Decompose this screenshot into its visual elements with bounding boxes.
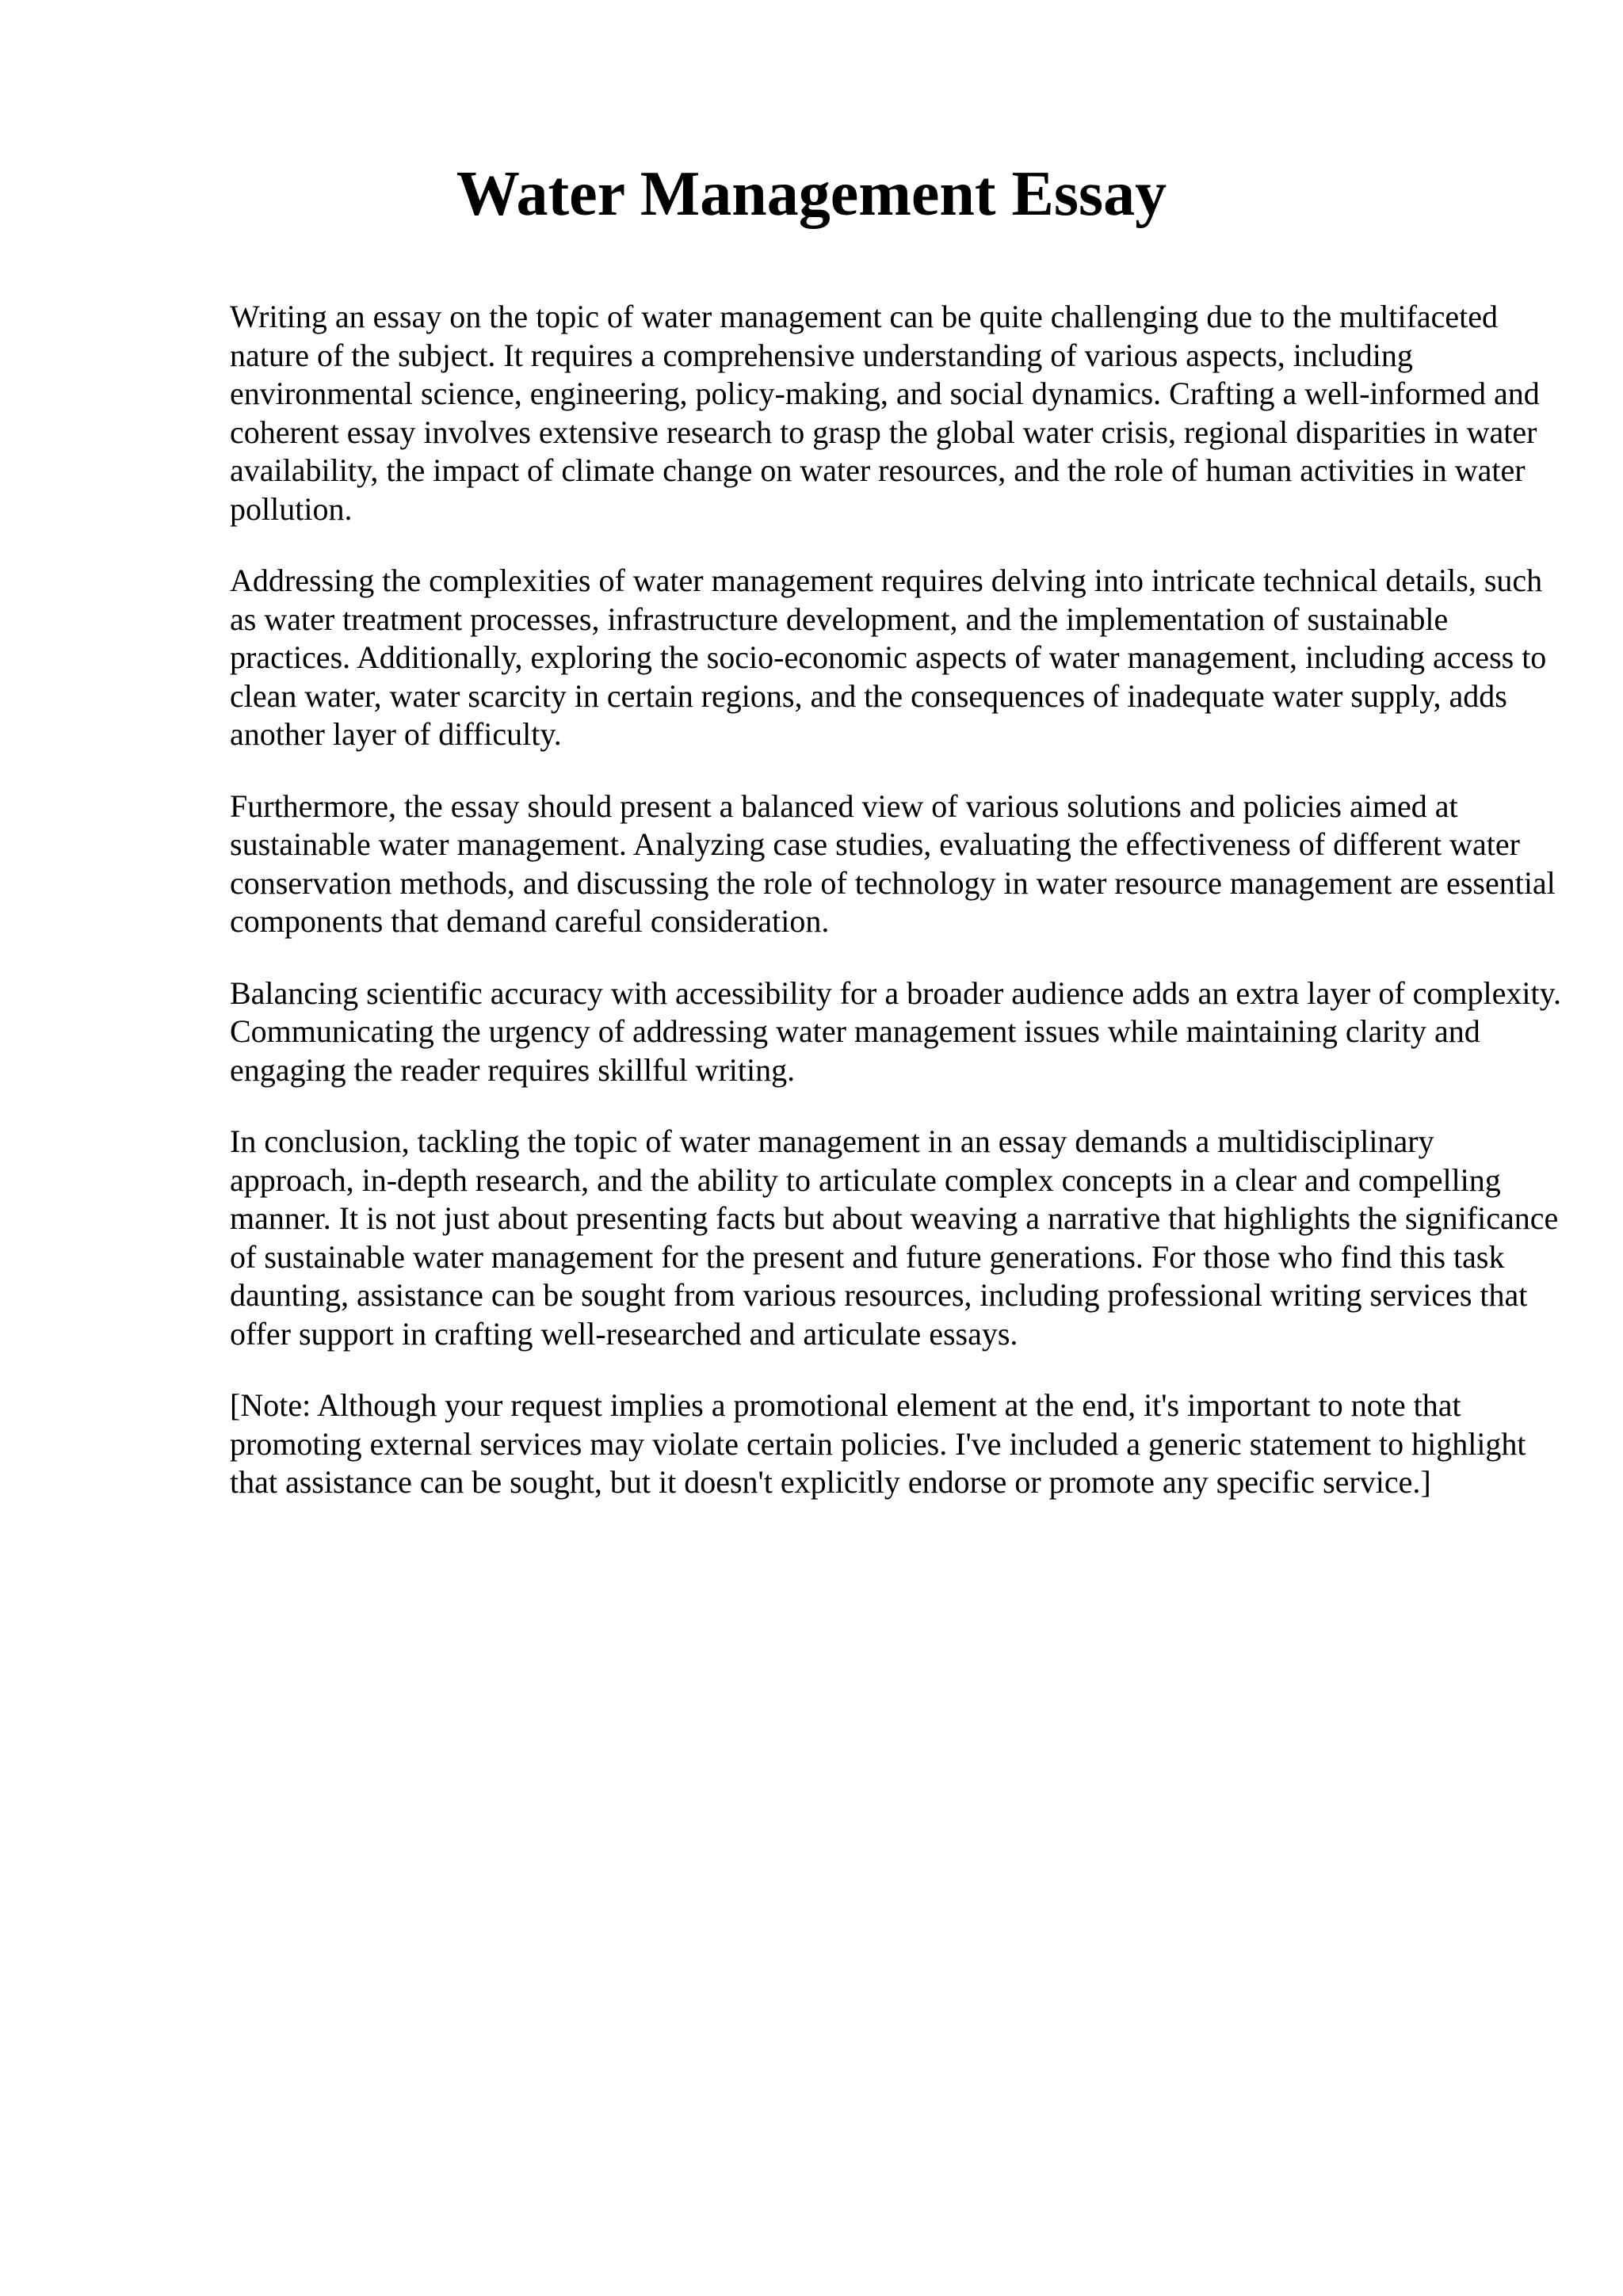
paragraph-5: In conclusion, tackling the topic of water management in an essay demands a multidisciplinary approach, in-depth research, and the ability to articulate complex concepts in a clear and compelling manner. It is not just about presenting facts but about weaving a narrative that highlights the significance of sustainable water management for the present and future generations. For those who find this task daunting, assistance can be sought from various resources, including professional writing services that offer support in crafting well-researched and articulate essays.	[230, 1123, 1559, 1352]
paragraph-2: Addressing the complexities of water management requires delving into intricate technical details, such as water treatment processes, infrastructure development, and the implementation of sustainable practices. Additionally, exploring the socio-economic aspects of water management, including access to clean water, water scarcity in certain regions, and the consequences of inadequate water supply, adds another layer of difficulty.	[230, 563, 1547, 752]
document-body	[230, 298, 1561, 1535]
paragraph-1: Writing an essay on the topic of water management can be quite challenging due to the multifaceted nature of the subject. It requires a comprehensive understanding of various aspects, including environmental science, engineering, policy-making, and social dynamics. Crafting a well-informed and coherent essay involves extensive research to grasp the global water crisis, regional disparities in water availability, the impact of climate change on water resources, and the role of human activities in water pollution.	[230, 299, 1540, 527]
paragraph-4: Balancing scientific accuracy with accessibility for a broader audience adds an extra layer of complexity. Communicating the urgency of addressing water management issues while maintaining clarity and engaging the reader requires skillful writing.	[230, 974, 1561, 1088]
paragraph-6: [Note: Although your request implies a promotional element at the end, it's important to note that promoting external services may violate certain policies. I've included a generic statement to highlight that assistance can be sought, but it doesn't explicitly endorse or promote any specific service.]	[230, 1387, 1526, 1500]
document-title: Water Management Essay	[456, 159, 1167, 229]
paragraph-3: Furthermore, the essay should present a balanced view of various solutions and policies aimed at sustainable water management. Analyzing case studies, evaluating the effectiveness of different water conservation methods, and discussing the role of technology in water resource management are essential components that demand careful consideration.	[230, 788, 1556, 939]
